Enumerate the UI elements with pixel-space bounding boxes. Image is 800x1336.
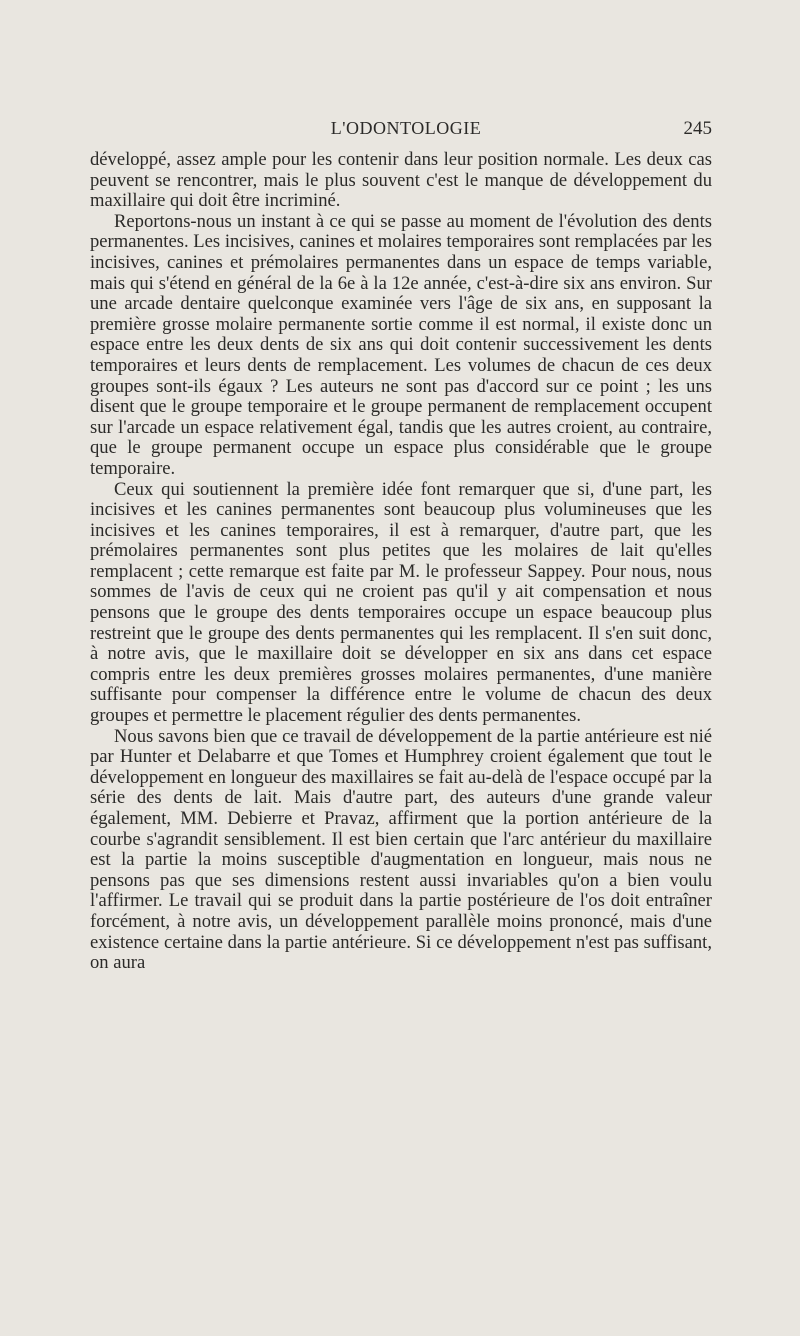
- paragraph: Reportons-nous un instant à ce qui se passe au moment de l'évolution des dents permanentes. Les incisives, canines et molaires temporaires sont remplacées par les incisives, canines et prémolaires permanentes dans un espace de temps variable, mais qui s'étend en général de la 6e à la 12e année, c'est-à-dire six ans environ. Sur une arcade dentaire quelconque examinée vers l'âge de six ans, en supposant la première grosse molaire permanente sortie comme il est normal, il existe donc un espace entre les deux dents de six ans qui doit contenir successivement les dents temporaires et leurs dents de remplacement. Les volumes de chacun de ces deux groupes sont-ils égaux ? Les auteurs ne sont pas d'accord sur ce point ; les uns disent que le groupe temporaire et le groupe permanent de remplacement occupent sur l'arcade un espace relativement égal, tandis que les autres croient, au contraire, que le groupe permanent occupe un espace plus considérable que le groupe temporaire.: [90, 210, 712, 479]
- running-title: L'ODONTOLOGIE: [330, 118, 482, 138]
- paragraph: Nous savons bien que ce travail de développement de la partie antérieure est nié par Hunter et Delabarre et que Tomes et Humphrey croient également que tout le développement en longueur des maxillaires se fait au-delà de l'espace occupé par la série des dents de lait. Mais d'autre part, des auteurs d'une grande valeur également, MM. Debierre et Pravaz, affirment que la portion antérieure de la courbe s'agrandit sensiblement. Il est bien certain que l'arc antérieur du maxillaire est la partie la moins susceptible d'augmentation en longueur, mais nous ne pensons pas que ses dimensions restent aussi invariables qu'on a bien voulu l'affirmer. Le travail qui se produit dans la partie postérieure de l'os doit entraîner forcément, à notre avis, un développement parallèle moins prononcé, mais d'une existence certaine dans la partie antérieure. Si ce développement n'est pas suffisant, on aura: [90, 725, 712, 974]
- page-number: 245: [683, 118, 712, 139]
- paragraph: Ceux qui soutiennent la première idée font remarquer que si, d'une part, les incisives et les canines permanentes sont beaucoup plus volumineuses que les incisives et les canines temporaires, il est à remarquer, d'autre part, que les prémolaires permanentes sont plus petites que les molaires de lait qu'elles remplacent ; cette remarque est faite par M. le professeur Sappey. Pour nous, nous sommes de l'avis de ceux qui ne croient pas qu'il y ait compensation et nous pensons que le groupe des dents temporaires occupe un espace beaucoup plus restreint que le groupe des dents permanentes qui les remplacent. Il s'en suit donc, à notre avis, que le maxillaire doit se développer en six ans dans cet espace compris entre les deux premières grosses molaires permanentes, d'une manière suffisante pour compenser la différence entre le volume de chacun des deux groupes et permettre le placement régulier des dents permanentes.: [90, 478, 712, 727]
- page-header: [100, 118, 712, 146]
- paragraph: développé, assez ample pour les contenir dans leur position normale. Les deux cas peuvent se rencontrer, mais le plus souvent c'est le manque de développement du maxillaire qui doit être incriminé.: [90, 149, 712, 212]
- body-text: [90, 150, 712, 974]
